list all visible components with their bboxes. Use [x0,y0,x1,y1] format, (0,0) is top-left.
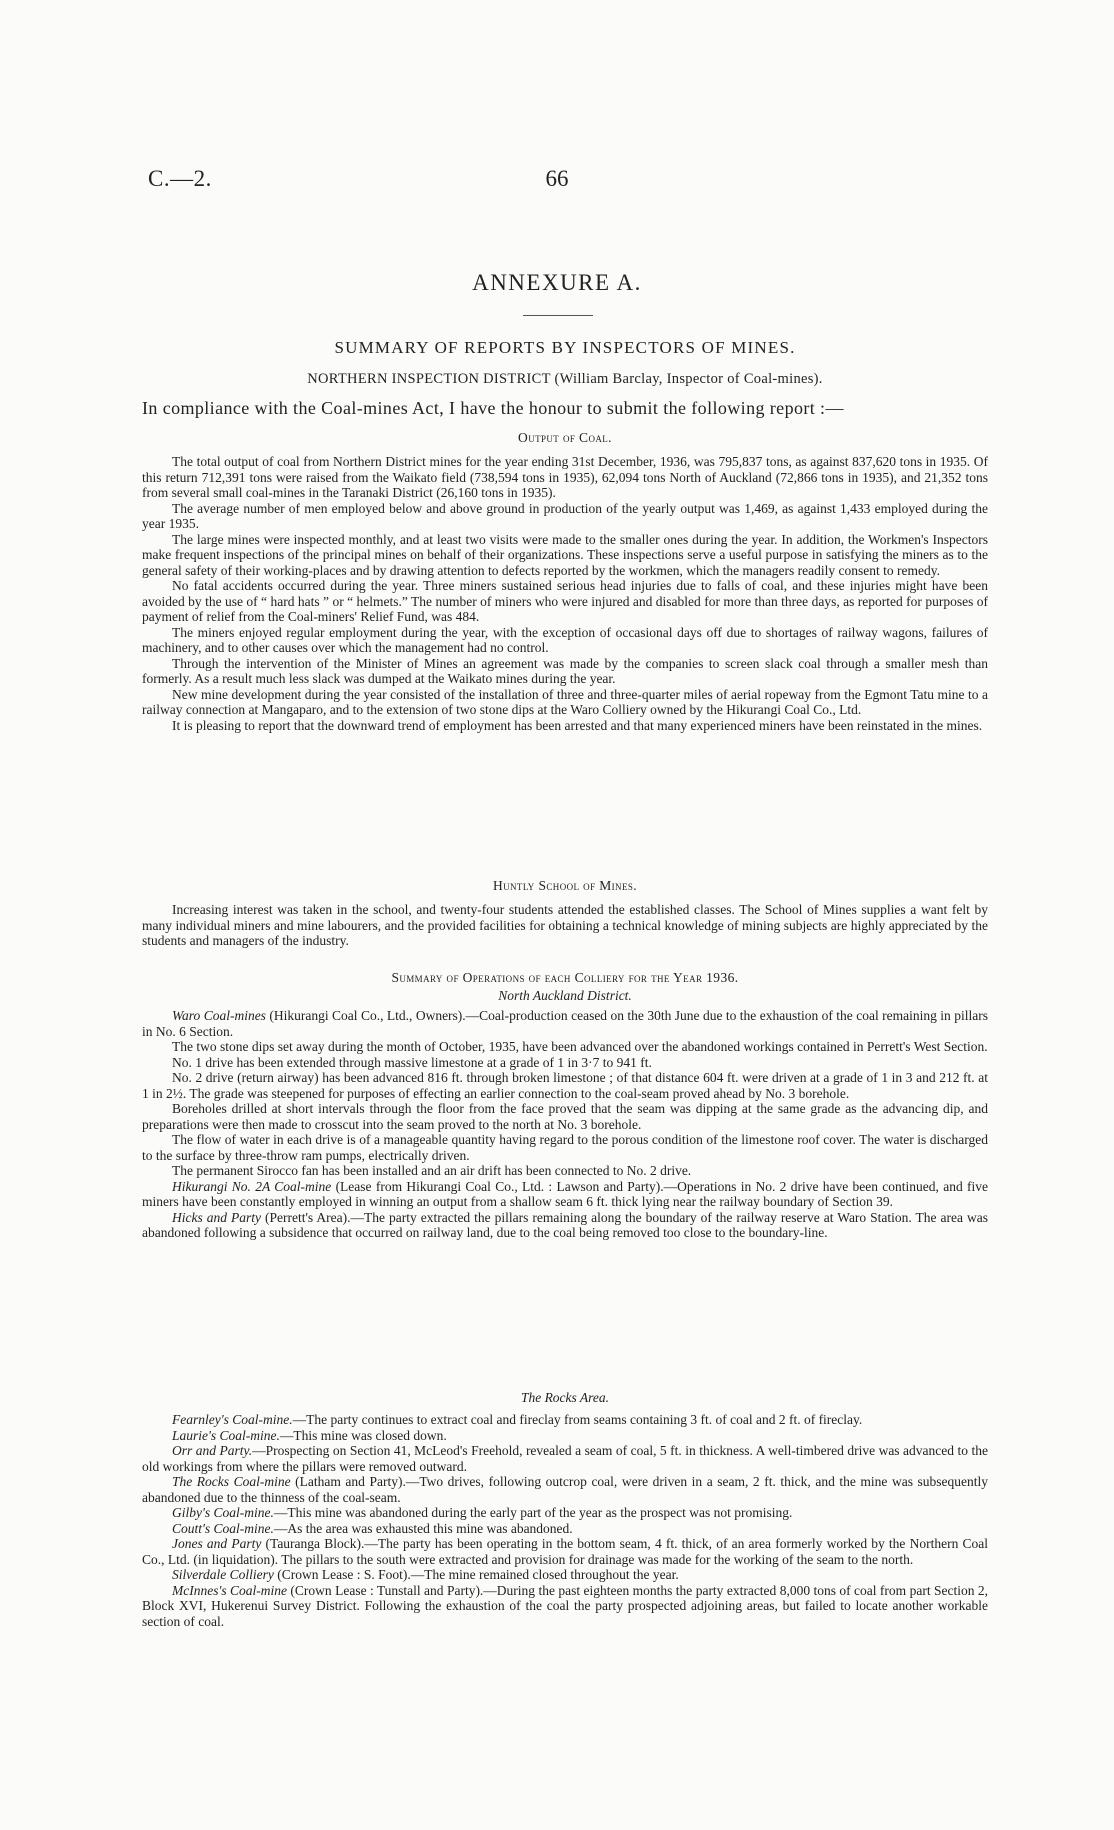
operations-paragraph: The two stone dips set away during the month of October, 1935, have been advanced over the abandoned workings contained in Perrett's West Section. [172,1039,988,1054]
operations-paragraph: The permanent Sirocco fan has been installed and an air drift has been connected to No. 2 drive. [172,1163,692,1178]
output-paragraph: The large mines were inspected monthly, and at least two visits were made to the smaller ones during the year. In addition, the Workmen's Inspectors make frequent inspections of the principal mines on behalf of their organizations. These inspections serve a useful purpose in satisfying the miners as to the general safety of their working-places and by drawing attention to defects reported by the workmen, which the managers readily consent to remedy. [142,531,988,578]
output-paragraph: No fatal accidents occurred during the year. Three miners sustained serious head injuries due to falls of coal, and these injuries might have been avoided by the use of “ hard hats ” or “ helmets.” The number of miners who were injured and disabled for more than three days, as reported for purposes of payment of relief from the Coal-miners' Relief Fund, was 484. [142,578,988,624]
operations-heading: Summary of Operations of each Colliery for the Year 1936. [391,970,739,985]
colliery-name: Fearnley's Coal-mine. [172,1412,293,1427]
rocks-section [142,1390,988,1629]
rocks-entry: Fearnley's Coal-mine.—The party continues to extract coal and fireclay from seams containing 3 ft. of coal and 2 ft. of fireclay. [172,1412,863,1427]
operations-subheading: North Auckland District. [498,988,632,1003]
colliery-name: McInnes's Coal-mine [172,1582,288,1598]
intro-statement: In compliance with the Coal-mines Act, I have the honour to submit the following report :— [142,398,844,418]
school-heading: Huntly School of Mines. [492,878,638,893]
rocks-entry: Jones and Party (Tauranga Block).—The party has been operating in the bottom seam, 4 ft. thick, of an area formerly worked by the Northern Coal Co., Ltd. (in liquidation). The pillars to the south were extracted and provision for drainage was made for the working of the seam to the north. [142,1536,989,1567]
page-number: 66 [545,166,569,191]
rocks-entry: Coutt's Coal-mine.—As the area was exhausted this mine was abandoned. [172,1520,573,1536]
colliery-name: The Rocks Coal-mine [172,1474,291,1489]
operations-paragraph: Boreholes drilled at short intervals through the floor from the face proved that the seam was dipping at the same grade as the advancing dip, and preparations were then made to crosscut into the seam proved to the north at No. 3 borehole. [142,1101,988,1132]
colliery-name: Laurie's Coal-mine. [172,1427,280,1443]
output-section [142,430,988,733]
operations-paragraph: No. 2 drive (return airway) has been advanced 816 ft. through broken limestone ; of that distance 604 ft. were driven at a grade of 1 in 3 and 212 ft. at 1 in 2½. The grade was steepened for purposes of effecting an earlier connection to the coal-seam proved ahead by No. 3 borehole. [142,1070,988,1101]
district-heading: NORTHERN INSPECTION DISTRICT (William Barclay, Inspector of Coal-mines). [307,371,823,387]
rocks-entry: Gilby's Coal-mine.—This mine was abandoned during the early part of the year as the prospect was not promising. [172,1505,793,1520]
output-paragraph: The miners enjoyed regular employment during the year, with the exception of occasional days off due to shortages of railway wagons, failures of machinery, and to other causes over which the management had no control. [142,624,988,655]
rocks-entry: McInnes's Coal-mine (Crown Lease : Tunstall and Party).—During the past eighteen months the party extracted 8,000 tons of coal from part Section 2, Block XVI, Hukerenui Survey District. Following the exhaustion of the coal the party prospected adjoining areas, but failed to locate another workable section of coal. [142,1582,988,1629]
annexure-title: ANNEXURE A. [472,270,642,295]
title-divider [523,315,593,316]
output-paragraph: The total output of coal from Northern District mines for the year ending 31st December, 1936, was 795,837 tons, as against 837,620 tons in 1935. Of this return 712,391 tons were raised from the Waikato field (738,594 tons in 1935), 62,094 tons North of Auckland (72,866 tons in 1935), and 21,352 tons from several small coal-mines in the Taranaki District (26,160 tons in 1935). [142,454,988,500]
school-section [142,878,988,949]
operations-section [142,970,988,1241]
colliery-name: Jones and Party [172,1536,262,1551]
document-reference: C.—2. [148,166,212,191]
colliery-name: Waro Coal-mines [172,1008,266,1023]
rocks-entry: Laurie's Coal-mine.—This mine was closed down. [172,1427,447,1443]
colliery-name: Silverdale Colliery [172,1567,274,1582]
colliery-name: Hicks and Party [172,1209,261,1225]
rocks-entry: The Rocks Coal-mine (Latham and Party).—Two drives, following outcrop coal, were driven in a seam, 2 ft. thick, and the mine was subsequently abandoned due to the thinness of the coal-seam. [142,1474,988,1505]
hikurangi-paragraph: Hikurangi No. 2A Coal-mine (Lease from Hikurangi Coal Co., Ltd. : Lawson and Party).—Operations in No. 2 drive have been continued, and five miners have been constantly employed in winning an output from a shallow seam 6 ft. thick lying near the railway boundary of Section 39. [142,1178,988,1209]
output-paragraph: New mine development during the year consisted of the installation of three and three-quarter miles of aerial ropeway from the Egmont Tatu mine to a railway connection at Mangaparo, and to the extension of two stone dips at the Waro Colliery owned by the Hikurangi Coal Co., Ltd. [142,686,988,717]
output-paragraph: Through the intervention of the Minister of Mines an agreement was made by the companies to screen slack coal through a smaller mesh than formerly. As a result much less slack was dumped at the Waikato mines during the year. [142,655,988,686]
colliery-name: Gilby's Coal-mine. [172,1505,274,1520]
output-heading: Output of Coal. [518,430,612,445]
summary-title: SUMMARY OF REPORTS BY INSPECTORS OF MINES. [334,338,796,357]
colliery-name: Hikurangi No. 2A Coal-mine [172,1178,332,1194]
rocks-heading: The Rocks Area. [520,1390,610,1405]
school-paragraph: Increasing interest was taken in the school, and twenty-four students attended the established classes. The School of Mines supplies a want felt by many individual miners and mine labourers, and the provided facilities for obtaining a technical knowledge of mining subjects are highly appreciated by the students and managers of the industry. [142,902,988,948]
rocks-entry: Orr and Party.—Prospecting on Section 41, McLeod's Freehold, revealed a seam of coal, 5 ft. in thickness. A well-timbered drive was advanced to the old workings from where the pillars were removed outward. [142,1443,988,1474]
operations-paragraph: The flow of water in each drive is of a manageable quantity having regard to the porous condition of the limestone roof cover. The water is discharged to the surface by three-throw ram pumps, electrically driven. [142,1132,988,1163]
colliery-name: Orr and Party. [172,1443,253,1458]
waro-paragraph: Waro Coal-mines (Hikurangi Coal Co., Ltd., Owners).—Coal-production ceased on the 30th June due to the exhaustion of the coal remaining in pillars in No. 6 Section. [142,1008,988,1039]
colliery-name: Coutt's Coal-mine. [172,1520,274,1536]
operations-paragraph: No. 1 drive has been extended through massive limestone at a grade of 1 in 3·7 to 941 ft. [172,1054,652,1070]
output-paragraph: The average number of men employed below and above ground in production of the yearly output was 1,469, as against 1,433 employed during the year 1935. [142,500,988,531]
rocks-entry: Silverdale Colliery (Crown Lease : S. Foot).—The mine remained closed throughout the year. [172,1567,679,1582]
output-paragraph: It is pleasing to report that the downward trend of employment has been arrested and that many experienced miners have been reinstated in the mines. [172,717,983,733]
hicks-paragraph: Hicks and Party (Perrett's Area).—The party extracted the pillars remaining along the boundary of the railway reserve at Waro Station. The area was abandoned following a subsidence that occurred on railway land, due to the coal being removed too close to the boundary-line. [142,1209,989,1240]
